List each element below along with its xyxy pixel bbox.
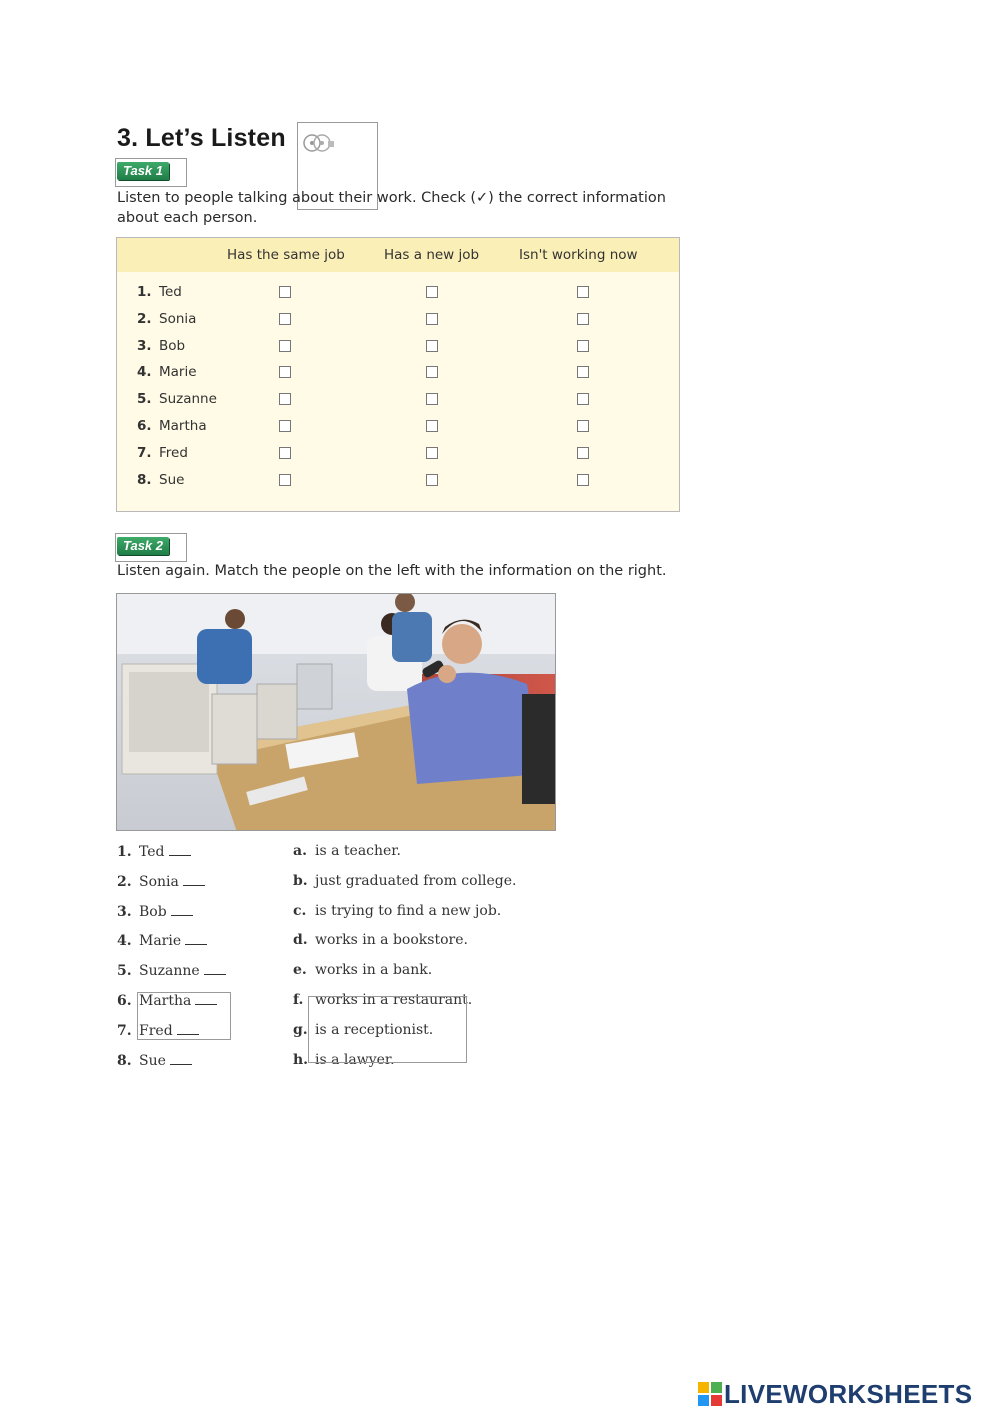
- checkbox-not-working[interactable]: [577, 366, 589, 378]
- match-info: g. is a receptionist.: [293, 1022, 434, 1038]
- table-row: 7. Fred: [117, 445, 679, 472]
- task2-badge: Task 2: [117, 537, 169, 555]
- column-isnt-working: Isn't working now: [519, 247, 638, 263]
- answer-blank[interactable]: [169, 843, 191, 856]
- column-has-new-job: Has a new job: [384, 247, 480, 263]
- table-row: 5. Suzanne: [117, 391, 679, 418]
- checkbox-same-job[interactable]: [279, 286, 291, 298]
- task2-instruction: Listen again. Match the people on the left with the information on the right.: [117, 563, 667, 579]
- checkbox-not-working[interactable]: [577, 393, 589, 405]
- match-info: e. works in a bank.: [293, 962, 433, 978]
- checkbox-new-job[interactable]: [426, 393, 438, 405]
- match-person: 7. Fred: [117, 1022, 199, 1039]
- match-person: 6. Martha: [117, 992, 217, 1009]
- checkbox-new-job[interactable]: [426, 286, 438, 298]
- logo-text: LIVEWORKSHEETS: [724, 1379, 973, 1409]
- answer-blank[interactable]: [183, 873, 205, 886]
- checkbox-new-job[interactable]: [426, 340, 438, 352]
- checkbox-new-job[interactable]: [426, 420, 438, 432]
- table-row: 1. Ted: [117, 284, 679, 311]
- match-info: f. works in a restaurant.: [293, 992, 473, 1008]
- table-header: [117, 238, 679, 272]
- checkbox-new-job[interactable]: [426, 313, 438, 325]
- task1-table: [116, 237, 680, 512]
- office-photo: [116, 593, 556, 831]
- checkbox-same-job[interactable]: [279, 474, 291, 486]
- column-has-same-job: Has the same job: [227, 247, 345, 263]
- checkbox-not-working[interactable]: [577, 286, 589, 298]
- answer-overlay-box[interactable]: [308, 996, 467, 1063]
- table-row: 8. Sue: [117, 472, 679, 499]
- task1-badge: Task 1: [117, 162, 169, 180]
- match-person: 1. Ted: [117, 843, 191, 860]
- page-title: 3. Let’s Listen: [117, 124, 286, 152]
- match-info: d. works in a bookstore.: [293, 932, 468, 948]
- office-scene-image: [117, 594, 556, 831]
- checkbox-not-working[interactable]: [577, 340, 589, 352]
- checkbox-same-job[interactable]: [279, 340, 291, 352]
- checkbox-not-working[interactable]: [577, 447, 589, 459]
- match-person: 2. Sonia: [117, 873, 205, 890]
- match-person: 3. Bob: [117, 903, 193, 920]
- table-row: 3. Bob: [117, 338, 679, 365]
- task1-badge-frame: [115, 158, 187, 187]
- table-row: 2. Sonia: [117, 311, 679, 338]
- checkbox-not-working[interactable]: [577, 313, 589, 325]
- checkbox-new-job[interactable]: [426, 447, 438, 459]
- checkbox-not-working[interactable]: [577, 474, 589, 486]
- match-info: c. is trying to find a new job.: [293, 903, 502, 919]
- match-person: 4. Marie: [117, 932, 207, 949]
- table-row: 6. Martha: [117, 418, 679, 445]
- checkbox-same-job[interactable]: [279, 420, 291, 432]
- answer-blank[interactable]: [185, 932, 207, 945]
- answer-blank[interactable]: [170, 1052, 192, 1065]
- table-row: 4. Marie: [117, 364, 679, 391]
- checkbox-same-job[interactable]: [279, 393, 291, 405]
- match-info: h. is a lawyer.: [293, 1052, 395, 1068]
- answer-overlay-box[interactable]: [137, 992, 231, 1040]
- match-info: b. just graduated from college.: [293, 873, 517, 889]
- checkbox-not-working[interactable]: [577, 420, 589, 432]
- match-person: 5. Suzanne: [117, 962, 226, 979]
- checkbox-same-job[interactable]: [279, 447, 291, 459]
- logo-blocks-icon: [698, 1382, 722, 1406]
- checkbox-new-job[interactable]: [426, 366, 438, 378]
- answer-blank[interactable]: [204, 962, 226, 975]
- match-person: 8. Sue: [117, 1052, 192, 1069]
- task2-badge-frame: [115, 533, 187, 562]
- answer-blank[interactable]: [171, 903, 193, 916]
- checkbox-same-job[interactable]: [279, 313, 291, 325]
- checkbox-same-job[interactable]: [279, 366, 291, 378]
- match-info: a. is a teacher.: [293, 843, 401, 859]
- checkbox-new-job[interactable]: [426, 474, 438, 486]
- task1-instruction: Listen to people talking about their work. Check (✓) the correct information about each person.: [117, 190, 666, 226]
